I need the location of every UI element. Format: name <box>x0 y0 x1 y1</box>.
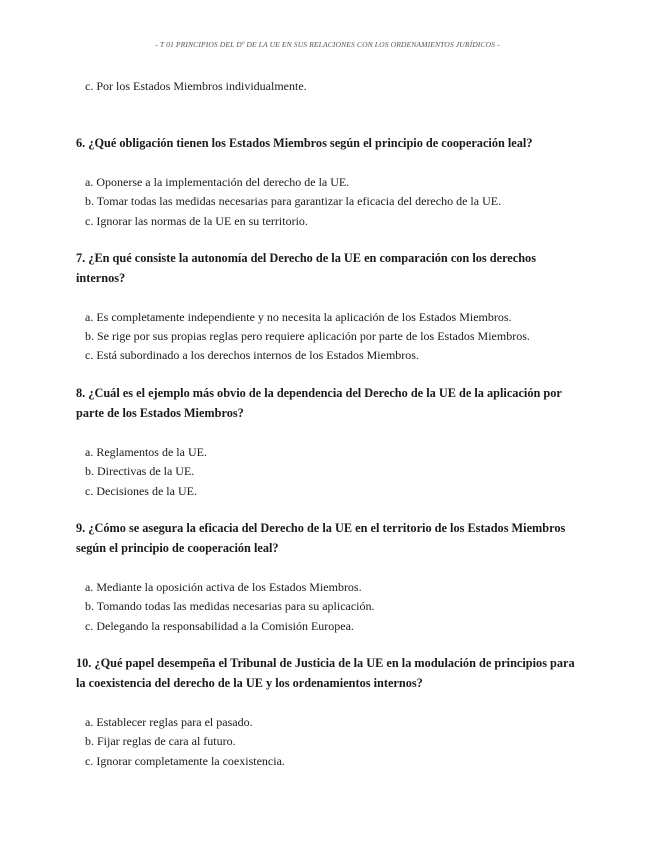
page-header: - T 01 PRINCIPIOS DEL Dº DE LA UE EN SUS RELACIONES CON LOS ORDENAMIENTOS JURÍDICOS - <box>155 40 500 49</box>
question-8-option-c: c. Decisiones de la UE. <box>85 484 197 498</box>
previous-question-option-c: c. Por los Estados Miembros individualmente. <box>85 79 307 93</box>
question-7-option-c: c. Está subordinado a los derechos internos de los Estados Miembros. <box>85 348 419 362</box>
question-9: 9. ¿Cómo se asegura la eficacia del Derecho de la UE en el territorio de los Estados Miembros según el principio de cooperación leal? <box>76 521 566 555</box>
question-7-option-a: a. Es completamente independiente y no necesita la aplicación de los Estados Miembros. <box>85 310 512 324</box>
question-6-option-c: c. Ignorar las normas de la UE en su territorio. <box>85 214 308 228</box>
question-8: 8. ¿Cuál es el ejemplo más obvio de la dependencia del Derecho de la UE de la aplicación por parte de los Estados Miembros? <box>76 386 562 420</box>
question-8-option-b: b. Directivas de la UE. <box>85 464 195 478</box>
question-9-option-b: b. Tomando todas las medidas necesarias para su aplicación. <box>85 599 375 613</box>
question-10-option-b: b. Fijar reglas de cara al futuro. <box>85 734 236 748</box>
question-9-option-a: a. Mediante la oposición activa de los Estados Miembros. <box>85 580 362 594</box>
question-10-option-c: c. Ignorar completamente la coexistencia. <box>85 754 285 768</box>
question-7-option-b: b. Se rige por sus propias reglas pero requiere aplicación por parte de los Estados Miembros. <box>85 329 530 343</box>
question-10: 10. ¿Qué papel desempeña el Tribunal de Justicia de la UE en la modulación de principios para la coexistencia del derecho de la UE y los ordenamientos internos? <box>76 656 575 690</box>
question-8-option-a: a. Reglamentos de la UE. <box>85 445 207 459</box>
question-6-option-a: a. Oponerse a la implementación del derecho de la UE. <box>85 175 350 189</box>
question-6: 6. ¿Qué obligación tienen los Estados Miembros según el principio de cooperación leal? <box>76 136 533 150</box>
question-6-option-b: b. Tomar todas las medidas necesarias para garantizar la eficacia del derecho de la UE. <box>85 194 502 208</box>
question-9-option-c: c. Delegando la responsabilidad a la Comisión Europea. <box>85 619 354 633</box>
question-10-option-a: a. Establecer reglas para el pasado. <box>85 715 253 729</box>
question-7: 7. ¿En qué consiste la autonomía del Derecho de la UE en comparación con los derechos internos? <box>76 251 536 285</box>
